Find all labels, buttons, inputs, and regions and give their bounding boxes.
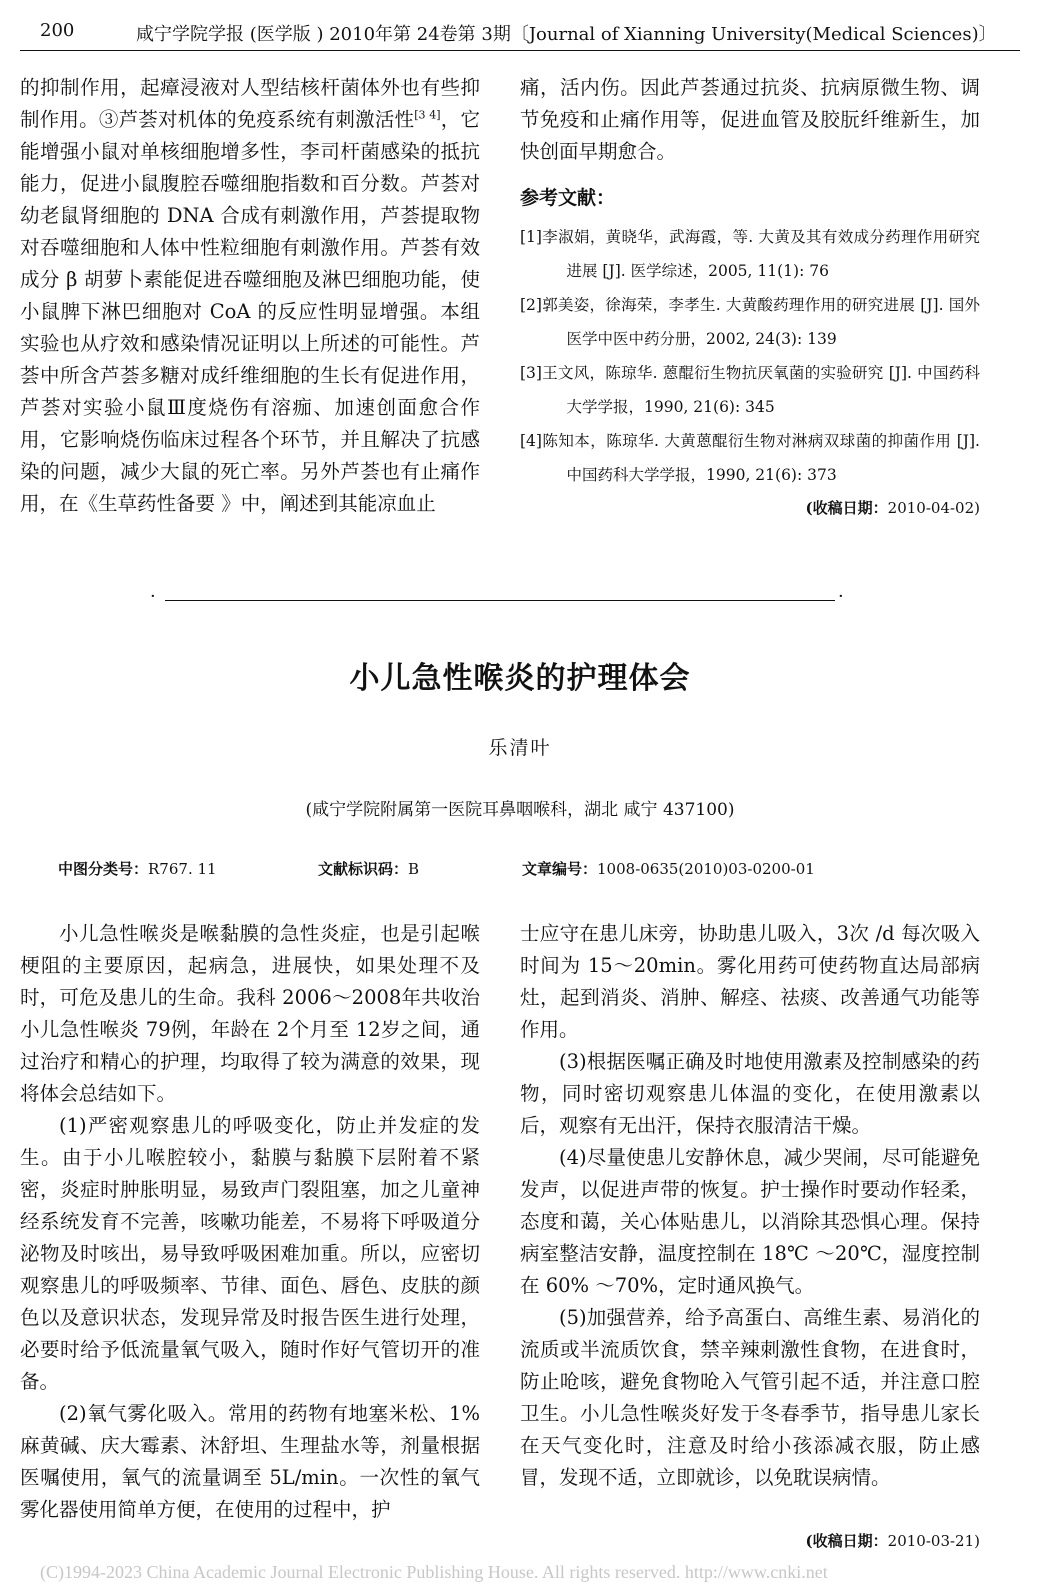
body-paragraph: (1)严密观察患儿的呼吸变化，防止并发症的发生。由于小儿喉腔较小，黏膜与黏膜下层附着不紧密，炎症时肿胀明显，易致声门裂阻塞，加之儿童神经系统发育不完善，咳嗽功能差，不易将下呼吸道分泌物及时咳出，易导致呼吸困难加重。所以，应密切观察患儿的呼吸频率、节律、面色、唇色、皮肤的颜色以及意识状态，发现异常及时报告医生进行处理，必要时给予低流量氧气吸入，随时作好气管切开的准备。 [20, 1114, 480, 1393]
clc-number: 中图分类号：R767. 11 [58, 860, 217, 878]
body-paragraph: (5)加强营养，给予高蛋白、高维生素、易消化的流质或半流质饮食，禁辛辣刺激性食物，在进食时，防止呛咳，避免食物呛入气管引起不适，并注意口腔卫生。小儿急性喉炎好发于冬春季节，指导患儿家长在天气变化时，注意及时给小孩添减衣服，防止感冒，发现不适，立即就诊，以免耽误病情。 [520, 1306, 980, 1489]
document-code: 文献标识码：B [318, 860, 420, 878]
prev-article-conclusion: 痛，活内伤。因此芦荟通过抗炎、抗病原微生物、调节免疫和止痛作用等，促进血管及胶朊纤维新生，加快创面早期愈合。 [520, 76, 980, 163]
prev-article-left-column [20, 72, 480, 520]
body-paragraph: 士应守在患儿床旁，协助患儿吸入，3次 /d 每次吸入时间为 15～20min。雾化用药可使药物直达局部病灶，起到消炎、消肿、解痉、祛痰、改善通气功能等作用。 [520, 922, 980, 1041]
page-number: 200 [40, 20, 75, 41]
reference-item: [4]陈知本，陈琼华. 大黄蒽醌衍生物对淋病双球菌的抑菌作用 [J]. 中国药科大学学报，1990, 21(6): 373 [520, 432, 980, 484]
prev-article-right-column [520, 72, 980, 524]
article-affiliation: (咸宁学院附属第一医院耳鼻咽喉科，湖北 咸宁 437100) [305, 800, 735, 820]
prev-article-paragraph: 的抑制作用，起瘴浸液对人型结核杆菌体外也有些抑制作用。③芦荟对机体的免疫系统有刺激活性[3 4]，它能增强小鼠对单核细胞增多性，李司杆菌感染的抵抗能力，促进小鼠腹腔吞噬细胞指数和百分数。芦荟对幼老鼠肾细胞的 DNA 合成有刺激作用，芦荟提取物对吞噬细胞和人体中性粒细胞有刺激作用。芦荟有效成分 β 胡萝卜素能促进吞噬细胞及淋巴细胞功能，使小鼠脾下淋巴细胞对 CoA 的反应性明显增强。本组实验也从疗效和感染情况证明以上所述的可能性。芦荟中所含芦荟多糖对成纤维细胞的生长有促进作用，芦荟对实验小鼠Ⅲ度烧伤有溶痂、加速创面愈合作用，它影响烧伤临床过程各个环节，并且解决了抗感染的问题，减少大鼠的死亡率。另外芦荟也有止痛作用，在《生草药性备要 》中，阐述到其能凉血止 [20, 76, 480, 515]
article-left-column [20, 918, 480, 1526]
citation-superscript: [3 4] [414, 108, 441, 122]
prev-received-date: (收稿日期：2010-04-02) [805, 499, 980, 517]
journal-header: 咸宁学院学报 (医学版 ) 2010年第 24卷第 3期〔Journal of Xianning University(Medical Sciences)〕 [136, 24, 997, 45]
body-paragraph: (3)根据医嘱正确及时地使用激素及控制感染的药物，同时密切观察患儿体温的变化，在使用激素以后，观察有无出汗，保持衣服清洁干燥。 [520, 1050, 980, 1137]
body-paragraph: (4)尽量使患儿安静休息，减少哭闹，尽可能避免发声，以促进声带的恢复。护士操作时要动作轻柔，态度和蔼，关心体贴患儿，以消除其恐惧心理。保持病室整洁安静，温度控制在 18℃ ～20℃，湿度控制在 60% ～70%，定时通风换气。 [520, 1146, 980, 1297]
body-paragraph: (2)氧气雾化吸入。常用的药物有地塞米松、1%麻黄碱、庆大霉素、沐舒坦、生理盐水等，剂量根据医嘱使用，氧气的流量调至 5L/min。一次性的氧气雾化器使用简单方便，在使用的过程中，护 [20, 1402, 480, 1521]
separator-dot-right: · [838, 586, 844, 607]
references-title: 参考文献： [520, 187, 616, 209]
reference-item: [1]李淑娟，黄晓华，武海霞，等. 大黄及其有效成分药理作用研究进展 [J]. 医学综述，2005, 11(1): 76 [520, 228, 980, 280]
article-number: 文章编号：1008-0635(2010)03-0200-01 [522, 860, 815, 878]
article-received-date: (收稿日期：2010-03-21) [805, 1532, 980, 1550]
reference-item: [2]郭美姿，徐海荣，李孝生. 大黄酸药理作用的研究进展 [J]. 国外医学中医中药分册，2002, 24(3): 139 [520, 296, 980, 348]
copyright-footer: (C)1994-2023 China Academic Journal Electronic Publishing House. All rights reserved. http://www.cnki.net [40, 1562, 828, 1582]
article-separator [165, 600, 835, 601]
separator-dot-left: · [150, 586, 156, 607]
reference-item: [3]王文风，陈琼华. 蒽醌衍生物抗厌氧菌的实验研究 [J]. 中国药科大学学报，1990, 21(6): 345 [520, 364, 980, 416]
header-rule [20, 50, 1020, 51]
article-title: 小儿急性喉炎的护理体会 [349, 661, 691, 696]
article-author: 乐清叶 [488, 737, 552, 759]
article-right-column [520, 918, 980, 1494]
body-paragraph: 小儿急性喉炎是喉黏膜的急性炎症，也是引起喉梗阻的主要原因，起病急，进展快，如果处理不及时，可危及患儿的生命。我科 2006～2008年共收治小儿急性喉炎 79例，年龄在 2个月至 12岁之间，通过治疗和精心的护理，均取得了较为满意的效果，现将体会总结如下。 [20, 922, 480, 1105]
